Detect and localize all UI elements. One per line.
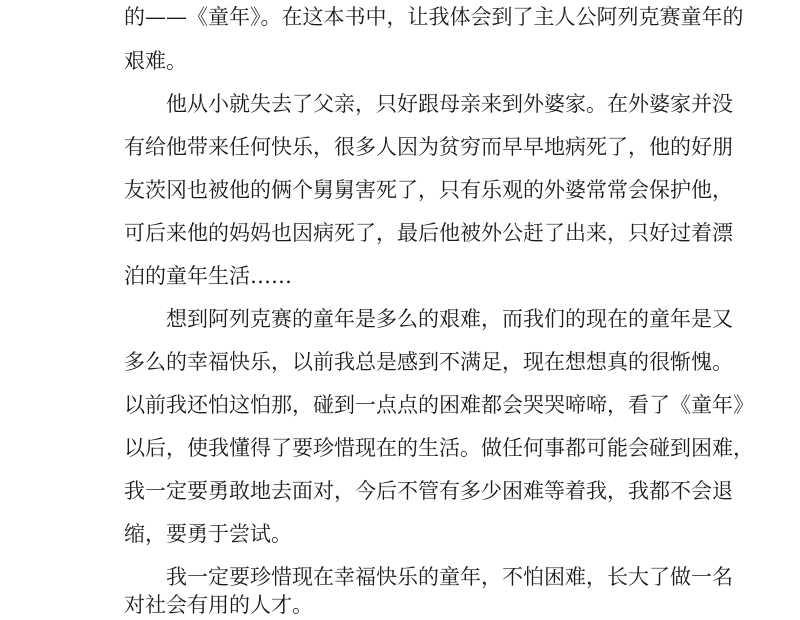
text-line: 泊的童年生活……	[124, 264, 292, 288]
paragraph-first-line: 我一定要珍惜现在幸福快乐的童年，不怕困难，长大了做一名	[166, 565, 733, 589]
paragraph-first-line: 他从小就失去了父亲，只好跟母亲来到外婆家。在外婆家并没	[166, 92, 733, 116]
text-line: 有给他带来任何快乐，很多人因为贫穷而早早地病死了，他的好朋	[124, 135, 733, 159]
paragraph-first-line: 想到阿列克赛的童年是多么的艰难，而我们的现在的童年是又	[166, 307, 733, 331]
text-line: 我一定要勇敢地去面对，今后不管有多少困难等着我，我都不会退	[124, 479, 733, 503]
text-line: 的——《童年》。在这本书中，让我体会到了主人公阿列克赛童年的	[124, 5, 744, 29]
text-line: 友茨冈也被他的俩个舅舅害死了，只有乐观的外婆常常会保护他，	[124, 178, 733, 202]
text-line: 艰难。	[124, 49, 187, 73]
text-line-cut-off: 对社会有用的人才。	[124, 593, 313, 617]
text-line: 缩，要勇于尝试。	[124, 522, 292, 546]
text-line: 可后来他的妈妈也因病死了，最后他被外公赶了出来，只好过着漂	[124, 221, 733, 245]
text-line: 以前我还怕这怕那，碰到一点点的困难都会哭哭啼啼，看了《童年》	[124, 393, 754, 417]
text-line: 多么的幸福快乐，以前我总是感到不满足，现在想想真的很惭愧。	[124, 350, 733, 374]
text-line: 以后，使我懂得了要珍惜现在的生活。做任何事都可能会碰到困难，	[124, 436, 754, 460]
